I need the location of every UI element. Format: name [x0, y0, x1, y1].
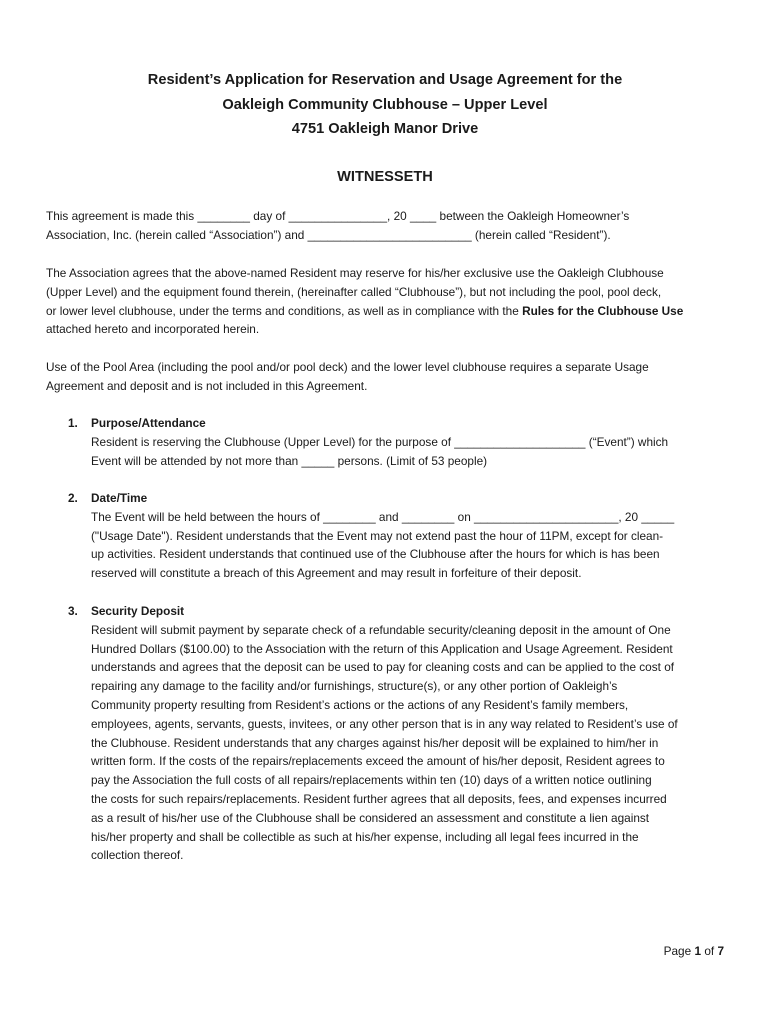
- pool-paragraph: [46, 358, 726, 396]
- section-line: Resident is reserving the Clubhouse (Upper Level) for the purpose of ____________________ (“Event”) which: [91, 434, 669, 449]
- section-line: pay the Association the full costs of all repairs/replacements within ten (10) days of a written notice outlining: [91, 773, 652, 788]
- agreement-line: attached hereto and incorporated herein.: [46, 322, 260, 337]
- agreement-line: The Association agrees that the above-named Resident may reserve for his/her exclusive use the Oakleigh Clubhouse: [46, 266, 664, 280]
- pool-line: Use of the Pool Area (including the pool and/or pool deck) and the lower level clubhouse requires a separate Usage: [46, 360, 649, 374]
- intro-line: This agreement is made this ________ day of _______________, 20 ____ between the Oakleigh Homeowner’s: [46, 209, 630, 223]
- section-date-time: [91, 489, 731, 583]
- intro-paragraph: [46, 207, 726, 245]
- section-number: 1.: [68, 416, 78, 430]
- section-line: ("Usage Date"). Resident understands that the Event may not extend past the hour of 11PM, except for clean-: [91, 528, 664, 543]
- section-heading: Security Deposit: [91, 604, 185, 618]
- section-purpose-attendance: [91, 414, 731, 470]
- page-of: of: [704, 944, 715, 958]
- document-title-line-1: Resident’s Application for Reservation and Usage Agreement for the: [147, 72, 623, 88]
- document-address: 4751 Oakleigh Manor Drive: [291, 121, 479, 137]
- page-total: 7: [717, 944, 724, 958]
- section-line: repairing any damage to the facility and/or furnishings, structure(s), or any other portion of Oakleigh’s: [91, 679, 618, 694]
- agreement-paragraph: [46, 264, 726, 339]
- document-title-line-2: Oakleigh Community Clubhouse – Upper Level: [222, 97, 548, 113]
- section-number: 2.: [68, 491, 78, 505]
- pool-line: Agreement and deposit and is not included in this Agreement.: [46, 378, 368, 393]
- section-heading: Purpose/Attendance: [91, 416, 206, 430]
- section-line: written form. If the costs of the repairs/replacements exceed the amount of his/her deposit, Resident agrees to: [91, 754, 665, 769]
- section-number: 3.: [68, 604, 78, 618]
- section-line: the Clubhouse. Resident understands that any charges against his/her deposit will be explained to him/her in: [91, 735, 659, 750]
- section-heading: Date/Time: [91, 491, 148, 505]
- agreement-line: [46, 302, 726, 321]
- agreement-line-text: or lower level clubhouse, under the terms and conditions, as well as in compliance with the: [46, 303, 523, 318]
- section-line: understands and agrees that the deposit can be used to pay for cleaning costs and can be applied to the cost of: [91, 660, 675, 675]
- intro-line: Association, Inc. (herein called “Association”) and _________________________ (herein called “Resident”).: [46, 227, 611, 242]
- section-line: his/her property and shall be collectible as such at his/her expense, including all legal fees incurred in the: [91, 829, 639, 844]
- section-line: Hundred Dollars ($100.00) to the Association with the return of this Application and Usage Agreement. Resident: [91, 641, 673, 656]
- section-line: collection thereof.: [91, 848, 184, 863]
- page-current: 1: [694, 944, 702, 958]
- section-security-deposit: [91, 602, 731, 865]
- section-line: reserved will constitute a breach of this Agreement and may result in forfeiture of their deposit.: [91, 566, 582, 581]
- section-line: as a result of his/her use of the Clubhouse shall be considered an assessment and constitute a lien against: [91, 810, 650, 825]
- agreement-line: (Upper Level) and the equipment found therein, (hereinafter called “Clubhouse”), but not including the pool, pool deck,: [46, 284, 662, 299]
- section-line: Community property resulting from Resident’s actions or the actions of any Resident’s family members,: [91, 697, 629, 712]
- page-label: Page: [663, 944, 692, 958]
- witnesseth-heading: WITNESSETH: [337, 169, 433, 185]
- rules-reference: Rules for the Clubhouse Use: [522, 303, 684, 318]
- page-number: [664, 944, 724, 958]
- section-line: Event will be attended by not more than _____ persons. (Limit of 53 people): [91, 453, 488, 468]
- section-line: The Event will be held between the hours of ________ and ________ on ______________________, 20 _____: [91, 509, 675, 524]
- section-line: Resident will submit payment by separate check of a refundable security/cleaning deposit in the amount of One: [91, 622, 671, 637]
- section-line: employees, agents, servants, guests, invitees, or any other person that is in any way related to Resident’s use of: [91, 716, 678, 731]
- section-line: up activities. Resident understands that continued use of the Clubhouse after the hours for which is has been: [91, 547, 660, 562]
- section-line: the costs for such repairs/replacements. Resident further agrees that all deposits, fees, and expenses incurred: [91, 791, 667, 806]
